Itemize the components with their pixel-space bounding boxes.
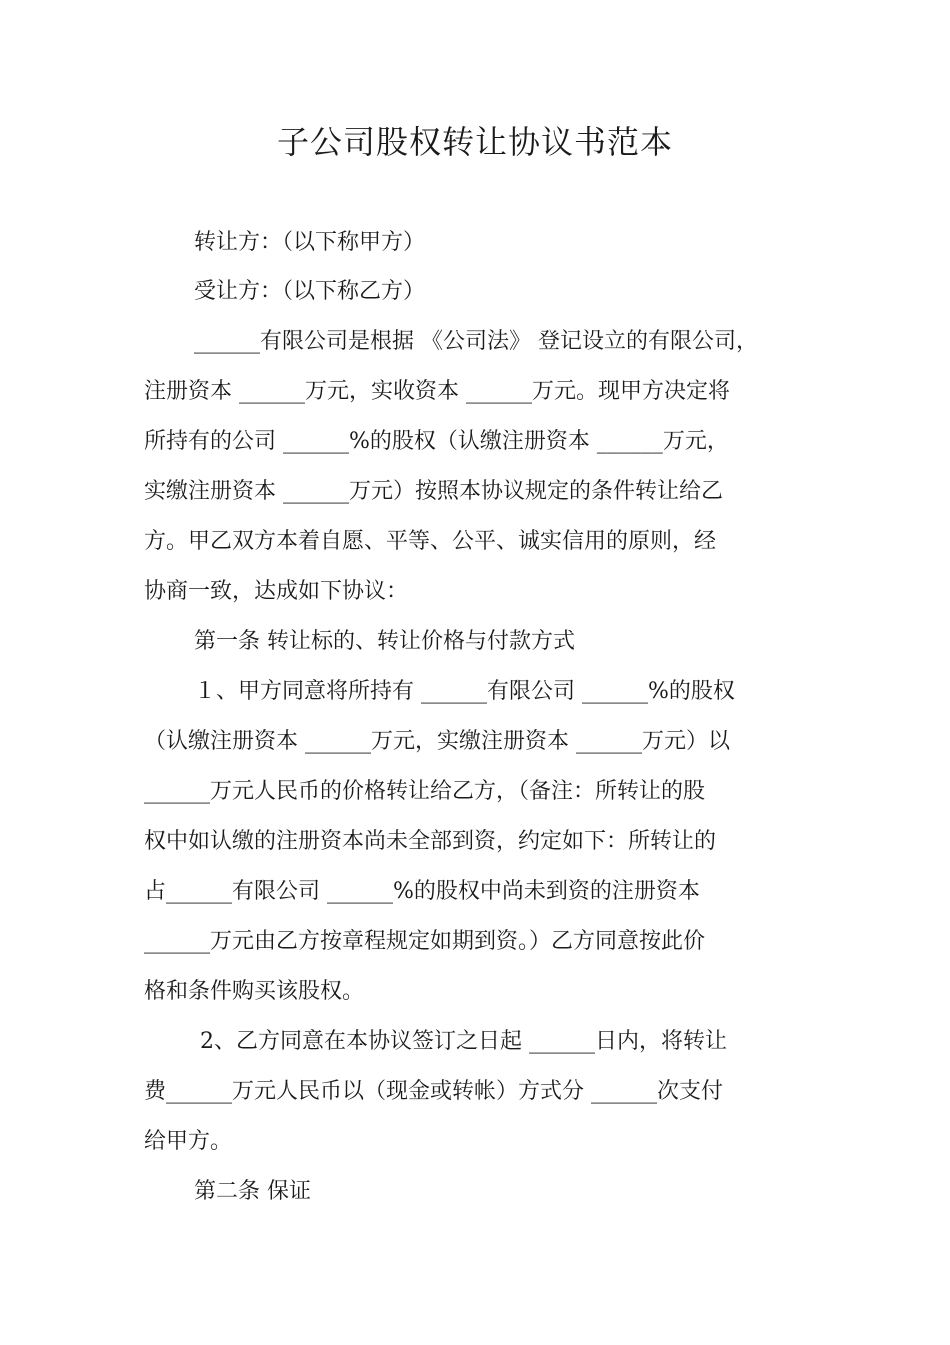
body-line: 方。甲乙双方本着自愿、平等、公平、诚实信用的原则，经 bbox=[144, 529, 717, 554]
transferee-line: 受让方：（以下称乙方） bbox=[194, 279, 426, 304]
transferor-line: 转让方：（以下称甲方） bbox=[194, 230, 426, 255]
body-line: ______万元人民币的价格转让给乙方，（备注：所转让的股 bbox=[144, 779, 706, 804]
body-line: 注册资本 ______万元，实收资本 ______万元。现甲方决定将 bbox=[144, 379, 730, 404]
body-line: 格和条件购买该股权。 bbox=[144, 979, 365, 1004]
article-one-heading: 第一条 转让标的、转让价格与付款方式 bbox=[194, 629, 575, 654]
body-line: 权中如认缴的注册资本尚未全部到资，约定如下：所转让的 bbox=[144, 829, 717, 854]
body-line: 占______有限公司 ______%的股权中尚未到资的注册资本 bbox=[144, 879, 700, 904]
document-title: 子公司股权转让协议书范本 bbox=[276, 123, 673, 161]
body-line: 给甲方。 bbox=[144, 1129, 233, 1154]
body-line: 实缴注册资本 ______万元）按照本协议规定的条件转让给乙 bbox=[144, 479, 723, 504]
article-two-heading: 第二条 保证 bbox=[194, 1179, 311, 1204]
body-line: ______有限公司是根据 《公司法》 登记设立的有限公司， bbox=[194, 329, 758, 354]
body-line: 2、乙方同意在本协议签订之日起 ______日内，将转让 bbox=[200, 1029, 727, 1054]
body-line: １、甲方同意将所持有 ______有限公司 ______%的股权 bbox=[194, 679, 735, 704]
body-line: ______万元由乙方按章程规定如期到资。）乙方同意按此价 bbox=[144, 929, 706, 954]
body-line: （认缴注册资本 ______万元，实缴注册资本 ______万元）以 bbox=[144, 729, 730, 754]
body-line: 协商一致，达成如下协议： bbox=[144, 579, 409, 604]
body-line: 所持有的公司 ______%的股权（认缴注册资本 ______万元， bbox=[144, 429, 729, 454]
body-line: 费______万元人民币以（现金或转帐）方式分 ______次支付 bbox=[144, 1079, 723, 1104]
